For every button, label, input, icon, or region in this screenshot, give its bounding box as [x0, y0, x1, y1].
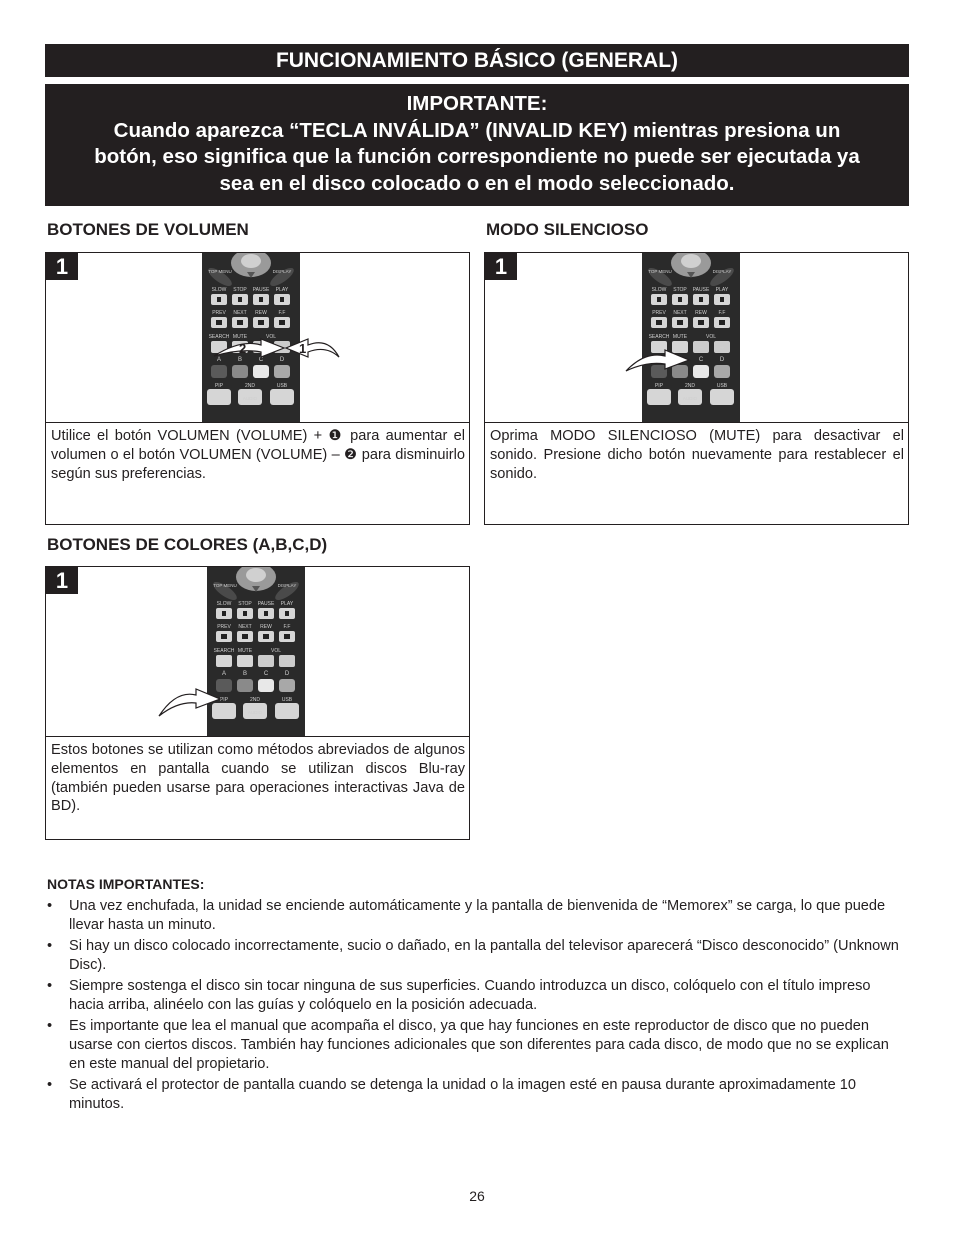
arrow-label-1: 1	[299, 341, 307, 356]
skip-icon	[263, 634, 269, 639]
skip-icon	[258, 320, 264, 325]
remote-label: STOP	[673, 287, 687, 293]
remote-label: PAUSE	[252, 287, 270, 293]
transport-icon	[259, 297, 263, 302]
bottom-button	[710, 389, 734, 405]
remote-label: REW	[695, 310, 707, 316]
remote-label: D	[284, 671, 290, 677]
list-item: • Se activará el protector de pantalla cuando se detenga la unidad o la imagen esté en pausa durante aproximadamente 10 minutos.	[47, 1076, 909, 1114]
color-button	[672, 365, 688, 378]
remote-control-graphic	[202, 253, 300, 423]
list-item: • Es importante que lea el manual que acompaña el disco, ya que hay funciones en este reproductor de disco que no pueden usarse con ciertos discos. También hay funciones adicionales que son diferentes para cada disco, de modo que no se explican en este manual del propietario.	[47, 1017, 909, 1074]
remote-label: TOP MENU	[213, 583, 237, 588]
remote-label: SEARCH	[208, 334, 230, 340]
bottom-button	[212, 703, 236, 719]
function-button	[216, 655, 232, 667]
remote-label: +	[284, 657, 290, 666]
remote-label: PLAY	[275, 287, 289, 293]
nav-center	[681, 254, 701, 268]
remote-label: C	[698, 357, 704, 363]
transport-icon	[217, 297, 221, 302]
important-heading: IMPORTANTE:	[406, 92, 548, 115]
remote-label: PLAY	[715, 287, 729, 293]
important-notice	[45, 84, 909, 206]
list-item: • Una vez enchufada, la unidad se enciende automáticamente y la pantalla de bienvenida de “Memorex” se carga, lo que puede llevar hasta un minuto.	[47, 897, 909, 935]
remote-label: +	[719, 343, 725, 352]
mute-caption: Oprima MODO SILENCIOSO (MUTE) para desactivar el sonido. Presione dicho botón nuevamente para restablecer el sonido.	[490, 428, 904, 482]
list-item: • Siempre sostenga el disco sin tocar ninguna de sus superficies. Cuando introduzca un disco, colóquelo con el título impreso hacia arriba, alinéelo con las guías y colóquelo en la posición adecuada.	[47, 977, 909, 1015]
transport-icon	[720, 297, 724, 302]
remote-label: PREV	[217, 624, 231, 630]
color-button	[693, 365, 709, 378]
colors-figure	[46, 567, 469, 737]
skip-icon	[216, 320, 222, 325]
remote-label: 2ND	[684, 383, 696, 389]
volume-figure	[46, 253, 469, 423]
nav-center	[246, 568, 266, 582]
volume-panel	[45, 252, 470, 525]
remote-label: VOL	[265, 334, 277, 340]
step-number: 1	[485, 253, 517, 280]
step-number: 1	[46, 253, 78, 280]
transport-icon	[285, 611, 289, 616]
remote-label: VOL	[270, 648, 282, 654]
remote-label: 2ND	[249, 697, 261, 703]
remote-control-graphic	[207, 567, 305, 737]
important-line: Cuando aparezca “TECLA INVÁLIDA” (INVALID KEY) mientras presiona un	[113, 118, 841, 142]
mute-panel	[484, 252, 909, 525]
color-button	[258, 679, 274, 692]
remote-label: PAUSE	[257, 601, 275, 607]
remote-label: PIP	[214, 383, 224, 389]
remote-label: SEARCH	[213, 648, 235, 654]
notes-list	[47, 897, 909, 1116]
remote-label: SLOW	[651, 287, 667, 293]
transport-icon	[678, 297, 682, 302]
skip-icon	[677, 320, 683, 325]
remote-label: STOP	[233, 287, 247, 293]
bottom-button	[270, 389, 294, 405]
volume-section-title: BOTONES DE VOLUMEN	[47, 220, 249, 239]
remote-label: REW	[255, 310, 267, 316]
skip-icon	[284, 634, 290, 639]
transport-icon	[264, 611, 268, 616]
remote-label: STOP	[238, 601, 252, 607]
remote-label: A	[221, 671, 227, 677]
remote-label: USB	[281, 697, 293, 703]
remote-label: F.F	[718, 310, 726, 316]
skip-icon	[242, 634, 248, 639]
section-banner: FUNCIONAMIENTO BÁSICO (GENERAL)	[45, 44, 909, 77]
function-button	[672, 341, 688, 353]
color-button	[232, 365, 248, 378]
remote-label: USB	[716, 383, 728, 389]
color-button	[274, 365, 290, 378]
remote-control-graphic	[642, 253, 740, 423]
skip-icon	[279, 320, 285, 325]
transport-icon	[657, 297, 661, 302]
remote-label: PREV	[652, 310, 666, 316]
transport-icon	[222, 611, 226, 616]
skip-icon	[221, 634, 227, 639]
mute-section-title: MODO SILENCIOSO	[486, 220, 649, 239]
remote-label: C	[263, 671, 269, 677]
remote-label: MUTE	[232, 334, 248, 340]
color-button	[714, 365, 730, 378]
remote-label: TOP MENU	[648, 269, 672, 274]
color-button	[279, 679, 295, 692]
transport-icon	[280, 297, 284, 302]
bottom-button	[275, 703, 299, 719]
remote-label: SEARCH	[648, 334, 670, 340]
remote-label: A	[216, 357, 222, 363]
remote-illustration	[46, 567, 469, 737]
bottom-button	[207, 389, 231, 405]
color-button	[216, 679, 232, 692]
colors-section-title: BOTONES DE COLORES (A,B,C,D)	[47, 535, 328, 554]
remote-label: AUDIO	[682, 396, 698, 401]
remote-label: TOP MENU	[208, 269, 232, 274]
skip-icon	[656, 320, 662, 325]
step-number: 1	[46, 567, 78, 594]
remote-label: –	[263, 657, 269, 666]
volume-caption: Utilice el botón VOLUMEN (VOLUME) + ❶ para aumentar el volumen o el botón VOLUMEN (VOLUME) – ❷ para disminuirlo según sus preferencias.	[51, 428, 465, 482]
remote-label: VOL	[705, 334, 717, 340]
color-button	[211, 365, 227, 378]
remote-label: NEXT	[673, 310, 687, 316]
remote-label: MUTE	[672, 334, 688, 340]
remote-label: DISPLAY	[712, 269, 732, 274]
nav-center	[241, 254, 261, 268]
remote-label: SLOW	[216, 601, 232, 607]
remote-illustration	[46, 253, 469, 423]
colors-panel	[45, 566, 470, 840]
page-number: 26	[469, 1188, 485, 1204]
important-line: botón, eso significa que la función correspondiente no puede ser ejecutada ya	[94, 145, 860, 168]
remote-label: MUTE	[237, 648, 253, 654]
remote-label: DISPLAY	[272, 269, 292, 274]
remote-illustration	[485, 253, 908, 423]
bottom-button	[647, 389, 671, 405]
remote-label: D	[719, 357, 725, 363]
transport-icon	[238, 297, 242, 302]
remote-label: PIP	[654, 383, 664, 389]
arrow-label-2: 2	[239, 341, 247, 356]
remote-label: REW	[260, 624, 272, 630]
notes-title: NOTAS IMPORTANTES:	[47, 876, 205, 892]
colors-caption: Estos botones se utilizan como métodos abreviados de algunos elementos en pantalla cuando se utilizan discos Blu-ray (también pueden usarse para operaciones interactivas Java de BD).	[51, 742, 465, 815]
remote-label: SLOW	[211, 287, 227, 293]
remote-label: NEXT	[238, 624, 252, 630]
important-line: sea en el disco colocado o en el modo seleccionado.	[219, 171, 735, 195]
skip-icon	[719, 320, 725, 325]
remote-label: AUDIO	[242, 396, 258, 401]
remote-label: AUDIO	[247, 710, 263, 715]
skip-icon	[237, 320, 243, 325]
transport-icon	[699, 297, 703, 302]
remote-label: PLAY	[280, 601, 294, 607]
remote-label: DISPLAY	[277, 583, 297, 588]
function-button	[237, 655, 253, 667]
remote-label: C	[258, 357, 264, 363]
remote-label: F.F	[278, 310, 286, 316]
color-button	[253, 365, 269, 378]
remote-label: NEXT	[233, 310, 247, 316]
remote-label: B	[242, 671, 248, 677]
color-button	[237, 679, 253, 692]
remote-label: PAUSE	[692, 287, 710, 293]
transport-icon	[243, 611, 247, 616]
remote-label: D	[279, 357, 285, 363]
skip-icon	[698, 320, 704, 325]
remote-label: PIP	[219, 697, 229, 703]
remote-label: –	[698, 343, 704, 352]
remote-label: F.F	[283, 624, 291, 630]
mute-figure	[485, 253, 908, 423]
list-item: • Si hay un disco colocado incorrectamente, sucio o dañado, en la pantalla del televisor aparecerá “Disco desconocido” (Unknown Disc).	[47, 937, 909, 975]
remote-label: 2ND	[244, 383, 256, 389]
remote-label: USB	[276, 383, 288, 389]
remote-label: PREV	[212, 310, 226, 316]
remote-label: B	[237, 357, 243, 363]
